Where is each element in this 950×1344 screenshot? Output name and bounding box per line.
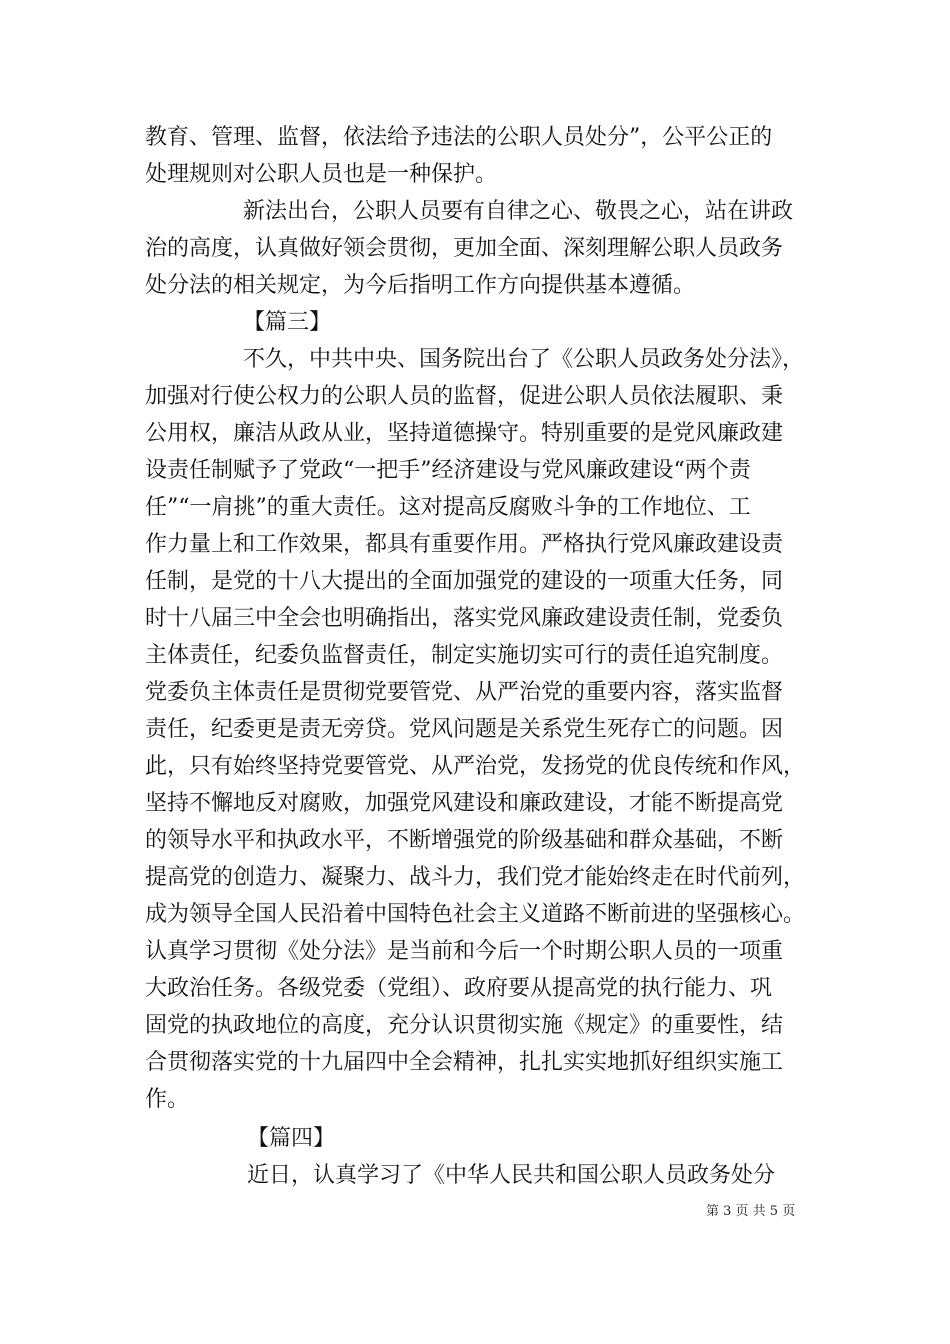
text-line: 合贯彻落实党的十九届四中全会精神，扎扎实实地抓好组织实施工 <box>145 1050 784 1075</box>
text-line: 固党的执政地位的高度，充分认识贯彻实施《规定》的重要性，结 <box>145 1013 784 1038</box>
text-line: 大政治任务。各级党委（党组）、政府要从提高党的执行能力、巩 <box>145 976 773 1001</box>
text-line: 认真学习贯彻《处分法》是当前和今后一个时期公职人员的一项重 <box>145 939 784 964</box>
text-line: 任”“一肩挑”的重大责任。这对提高反腐败斗争的工作地位、工 <box>145 495 751 520</box>
page-number-footer: 第 3 页 共 5 页 <box>706 1204 796 1219</box>
text-line: 公用权，廉洁从政从业，坚持道德操守。特别重要的是党风廉政建 <box>145 421 784 446</box>
text-line: 任制，是党的十八大提出的全面加强党的建设的一项重大任务，同 <box>145 569 784 594</box>
paragraph-first-line: 新法出台，公职人员要有自律之心、敬畏之心，站在讲政 <box>243 199 794 224</box>
text-line: 作力量上和工作效果，都具有重要作用。严格执行党风廉政建设责 <box>145 532 784 557</box>
section-heading: 【篇四】 <box>247 1126 336 1151</box>
text-line: 主体责任，纪委负监督责任，制定实施切实可行的责任追究制度。 <box>145 643 784 668</box>
text-line: 设责任制赋予了党政“一把手”经济建设与党风廉政建设“两个责 <box>145 458 751 483</box>
text-line: 责任，纪委更是责无旁贷。党风问题是关系党生死存亡的问题。因 <box>145 717 784 742</box>
text-line: 教育、管理、监督，依法给予违法的公职人员处分”，公平公正的 <box>145 125 773 150</box>
text-line: 作。 <box>145 1087 190 1112</box>
text-line: 治的高度，认真做好领会贯彻，更加全面、深刻理解公职人员政务 <box>145 236 784 261</box>
text-line: 时十八届三中全会也明确指出，落实党风廉政建设责任制，党委负 <box>145 606 784 631</box>
text-line: 处分法的相关规定，为今后指明工作方向提供基本遵循。 <box>145 273 696 298</box>
text-line: 处理规则对公职人员也是一种保护。 <box>145 162 498 187</box>
paragraph-first-line: 不久，中共中央、国务院出台了《公职人员政务处分法》， <box>243 347 805 372</box>
section-heading: 【篇三】 <box>243 310 332 335</box>
text-line: 党委负主体责任是贯彻党要管党、从严治党的重要内容，落实监督 <box>145 680 784 705</box>
paragraph-first-line: 近日，认真学习了《中华人民共和国公职人员政务处分 <box>247 1163 776 1188</box>
text-line: 此，只有始终坚持党要管党、从严治党，发扬党的优良传统和作风， <box>145 754 806 779</box>
text-line: 的领导水平和执政水平，不断增强党的阶级基础和群众基础，不断 <box>145 828 784 853</box>
text-line: 坚持不懈地反对腐败，加强党风建设和廉政建设，才能不断提高党 <box>145 791 784 816</box>
text-line: 提高党的创造力、凝聚力、战斗力，我们党才能始终走在时代前列， <box>145 865 806 890</box>
text-line: 成为领导全国人民沿着中国特色社会主义道路不断前进的坚强核心。 <box>145 902 806 927</box>
text-line: 加强对行使公权力的公职人员的监督，促进公职人员依法履职、秉 <box>145 384 784 409</box>
